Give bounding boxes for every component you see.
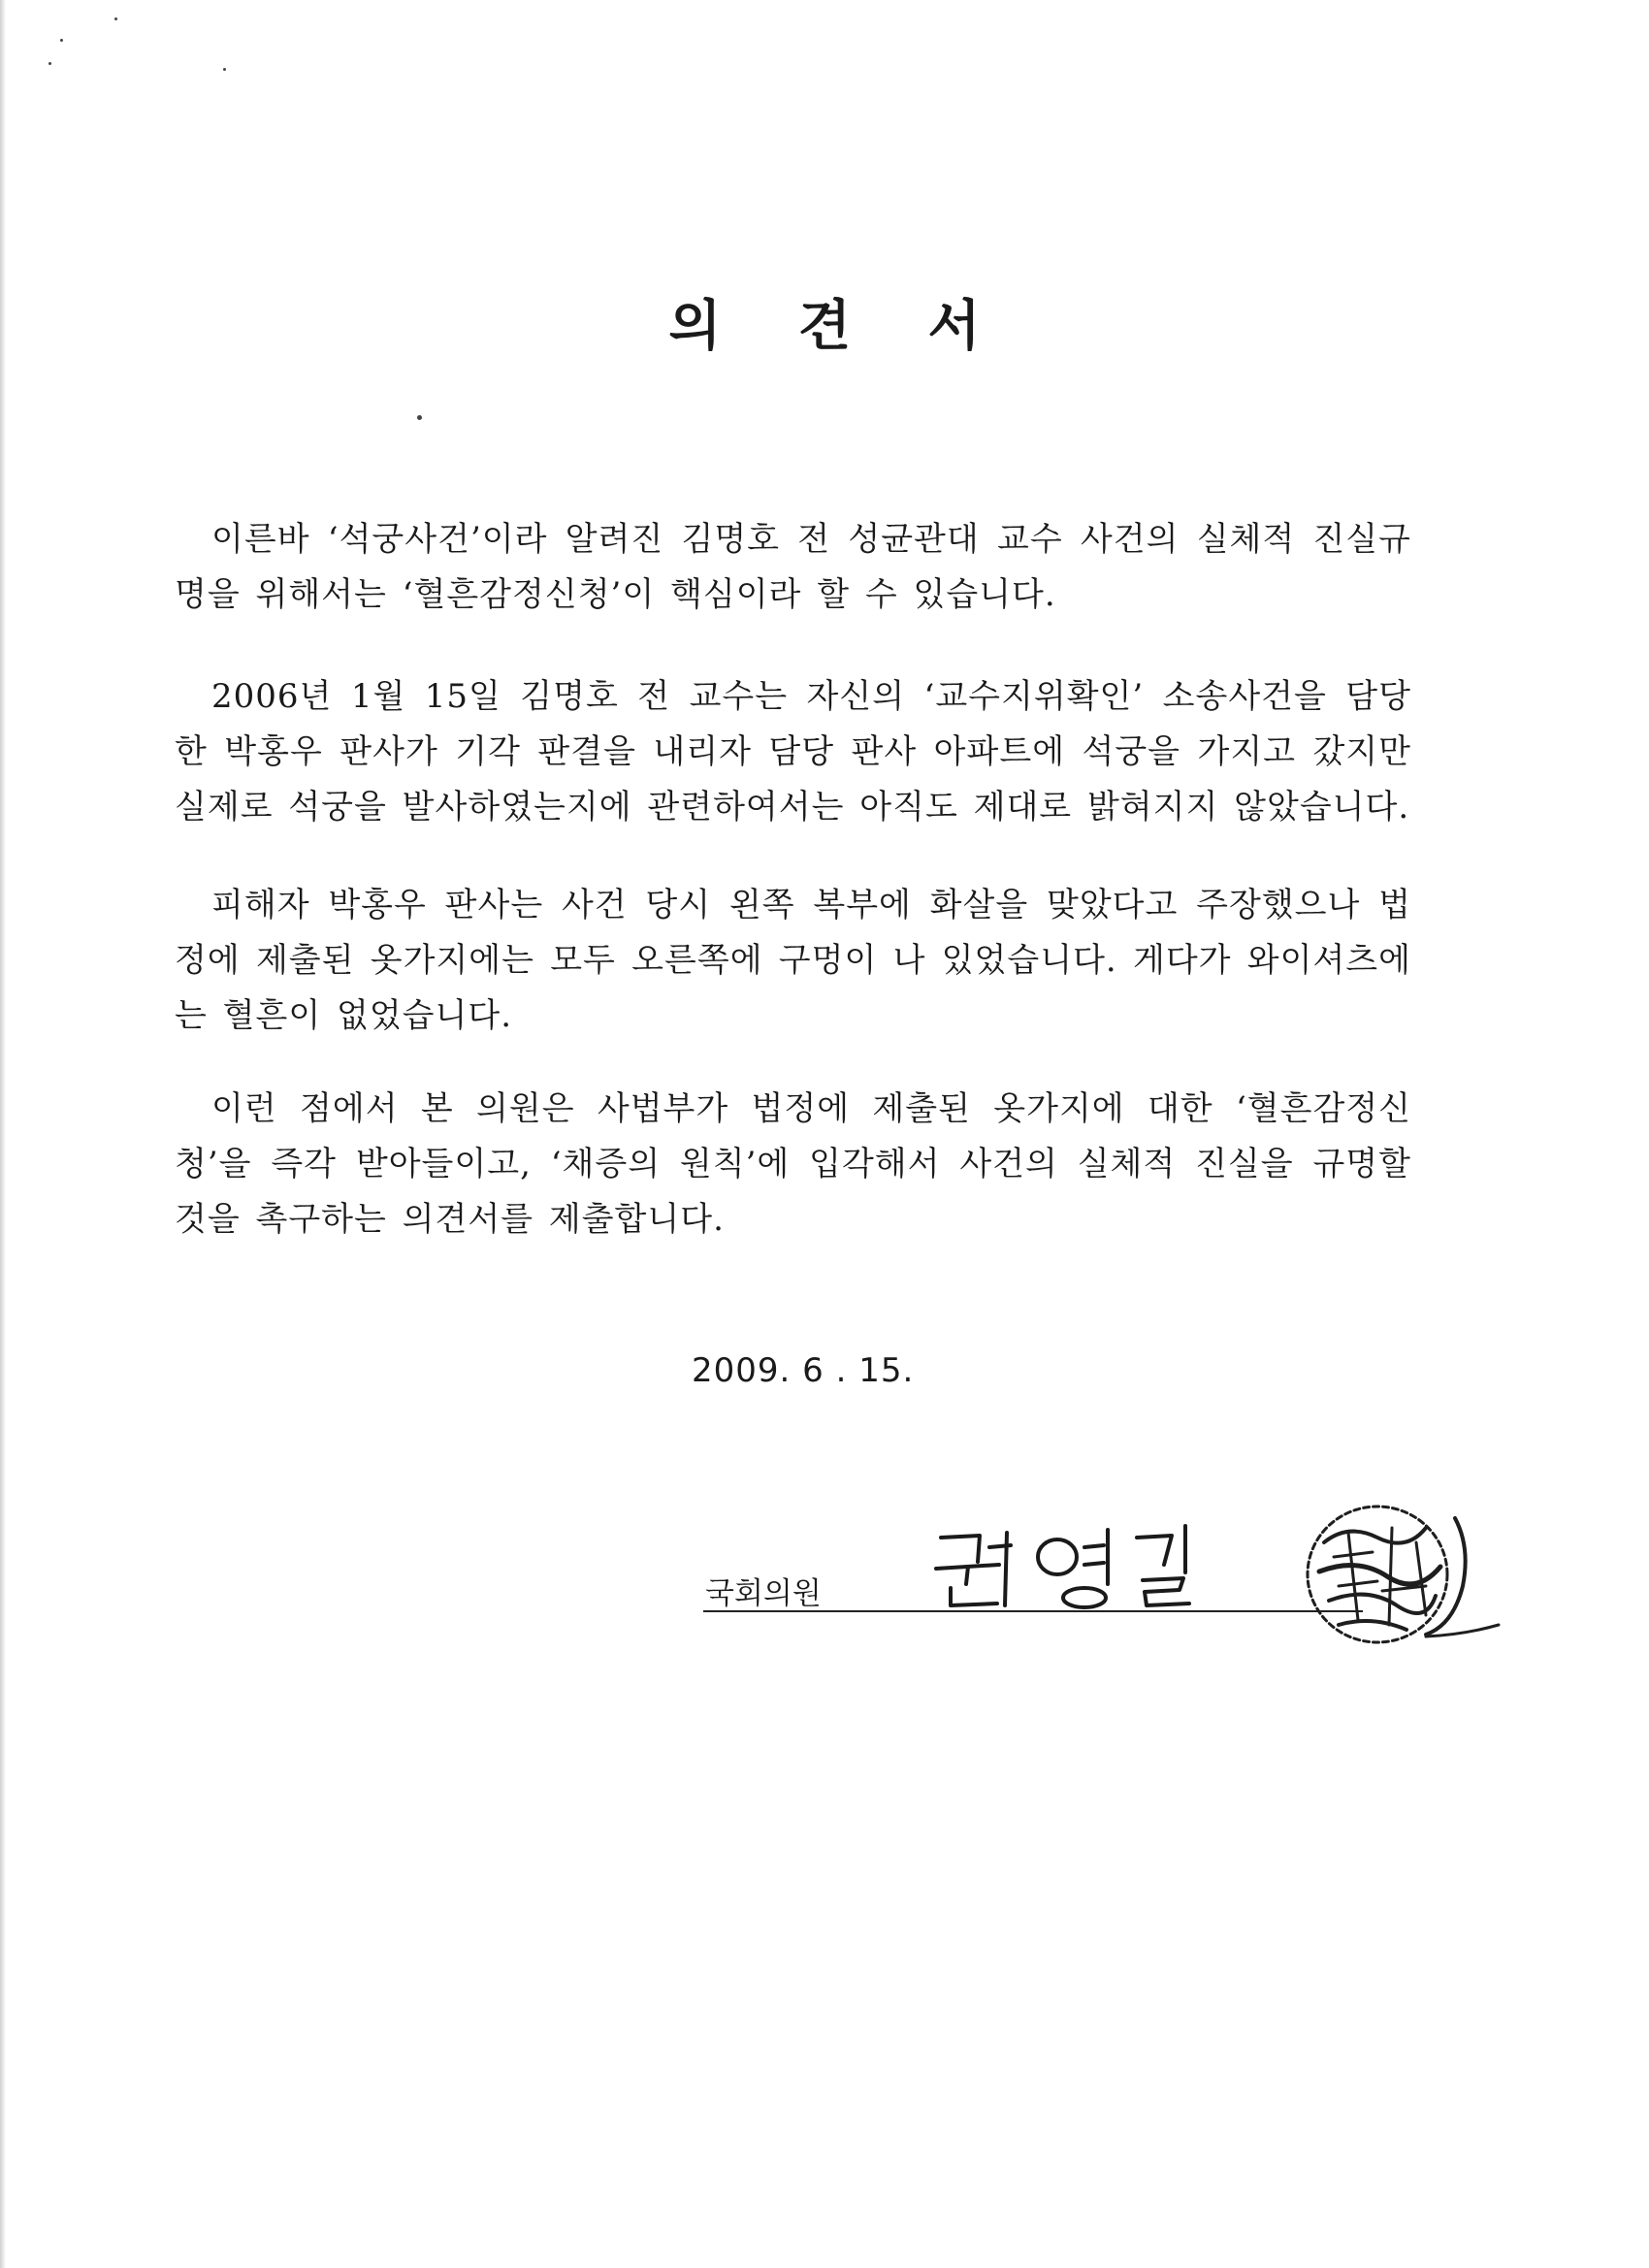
scan-speck (417, 415, 422, 420)
signer-title: 국회의원 (705, 1576, 822, 1611)
scan-speck (60, 39, 63, 42)
scan-speck (223, 68, 226, 71)
scan-speck (114, 17, 117, 20)
official-seal-stamp (1280, 1489, 1504, 1664)
handwritten-signature (922, 1508, 1232, 1615)
paragraph-2: 2006년 1월 15일 김명호 전 교수는 자신의 ‘교수지위확인’ 소송사건을 담당한 박홍우 판사가 기각 판결을 내리자 담당 판사 아파트에 석궁을 가지고 갔지만 실제로 석궁을 발사하였는지에 관련하여서는 아직도 제대로 밝혀지지 않았습니다. (175, 677, 1411, 826)
scan-speck (48, 62, 51, 65)
paragraph-1: 이른바 ‘석궁사건’이라 알려진 김명호 전 성균관대 교수 사건의 실체적 진실규명을 위해서는 ‘혈흔감정신청’이 핵심이라 할 수 있습니다. (175, 520, 1411, 614)
paragraph-3: 피해자 박홍우 판사는 사건 당시 왼쪽 복부에 화살을 맞았다고 주장했으나 법정에 제출된 옷가지에는 모두 오른쪽에 구멍이 나 있었습니다. 게다가 와이셔츠에는 혈흔이 없었습니다. (175, 886, 1411, 1035)
document-date: 2009. 6 . 15. (692, 1351, 915, 1390)
paragraph-4: 이런 점에서 본 의원은 사법부가 법정에 제출된 옷가지에 대한 ‘혈흔감정신청’을 즉각 받아들이고, ‘채증의 원칙’에 입각해서 사건의 실체적 진실을 규명할 것을 촉구하는 의견서를 제출합니다. (175, 1089, 1411, 1239)
document-title: 의 견 서 (668, 294, 1010, 358)
